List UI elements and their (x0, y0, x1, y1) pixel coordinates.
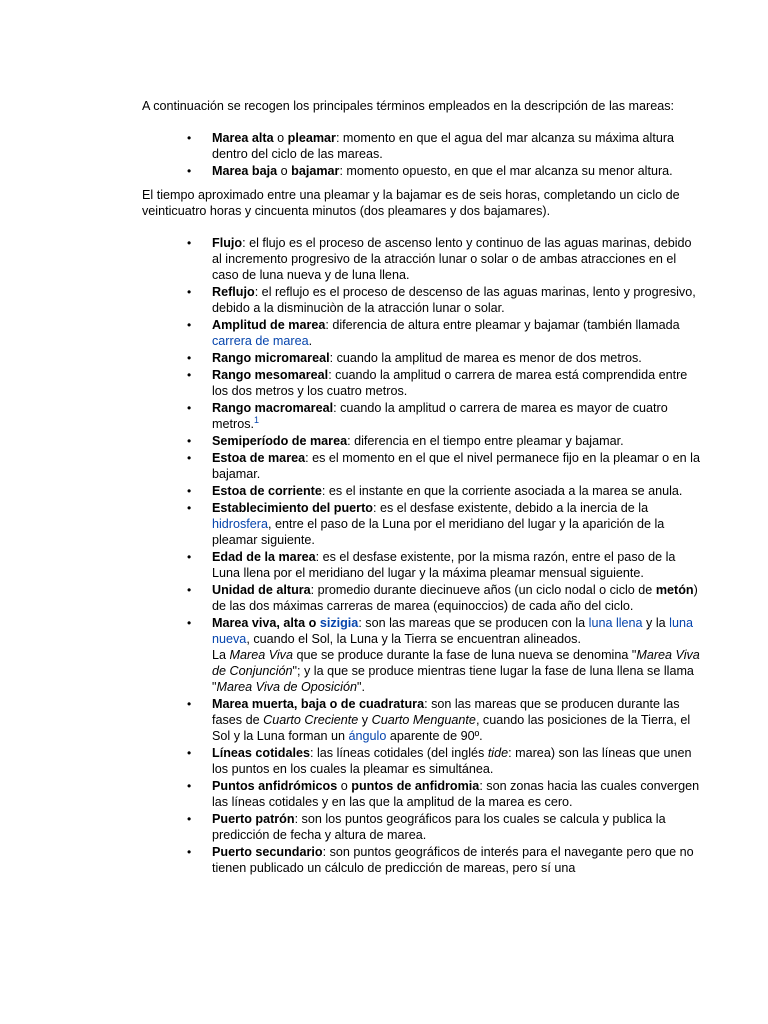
term-flujo: Flujo (212, 236, 243, 250)
term-pleamar: pleamar (287, 131, 336, 145)
term-edad-de-la-marea: Edad de la marea (212, 550, 316, 564)
definition-text: La (212, 648, 230, 662)
definition-text: : momento en que el agua del mar alcanza su máxima altura dentro del ciclo de las mareas. (212, 131, 675, 161)
connector-text: o (337, 779, 352, 793)
italic-term: Cuarto Menguante (371, 713, 476, 727)
term-puerto-patron: Puerto patrón (212, 812, 295, 826)
definition-text: , cuando el Sol, la Luna y la Tierra se encuentran alineados. (246, 632, 581, 646)
definition-text: : son puntos geográficos de interés para el navegante pero que no tienen publicado un cálculo de predicción de mareas, pero sí una (212, 845, 694, 875)
term-unidad-de-altura: Unidad de altura (212, 583, 311, 597)
list-item-lineas-cotidales (142, 745, 702, 777)
definition-text: : cuando la amplitud de marea es menor de dos metros. (329, 351, 642, 365)
definition-text: : son las mareas que se producen durante las fases de (212, 697, 680, 727)
list-item-marea-muerta (142, 696, 702, 744)
italic-term: Cuarto Creciente (263, 713, 359, 727)
term-reflujo: Reflujo (212, 285, 255, 299)
definition-text: : el flujo es el proceso de ascenso lento y continuo de las aguas marinas, debido al incremento progresivo de la atracción lunar o solar o de ambas atracciones en el caso de luna nueva y de luna llena. (212, 236, 692, 282)
list-item-mesomareal (142, 367, 702, 399)
term-puntos-de-anfidromia: puntos de anfidromia (351, 779, 480, 793)
bullet-icon: • (187, 401, 192, 415)
list-item-marea-alta (142, 130, 702, 162)
tide-basic-terms-list (142, 130, 702, 179)
bullet-icon: • (187, 845, 192, 859)
link-angulo[interactable]: ángulo (348, 729, 387, 743)
term-estoa-de-marea: Estoa de marea (212, 451, 306, 465)
bullet-icon: • (187, 812, 192, 826)
definition-text: : cuando la amplitud o carrera de marea está comprendida entre los dos metros y los cuatro metros. (212, 368, 688, 398)
definition-text: : son zonas hacia las cuales convergen las líneas cotidales y en las que la amplitud de la marea es cero. (212, 779, 700, 809)
bullet-icon: • (187, 318, 192, 332)
italic-term: tide (487, 746, 509, 760)
list-item-puerto-secundario (142, 844, 702, 876)
term-establecimiento-del-puerto: Establecimiento del puerto (212, 501, 373, 515)
list-item-micromareal (142, 350, 702, 366)
bullet-icon: • (187, 616, 192, 630)
link-luna-nueva[interactable]: luna nueva (212, 616, 693, 646)
bullet-icon: • (187, 484, 192, 498)
italic-term: Marea Viva de Conjunción (212, 648, 700, 678)
term-marea-baja: Marea baja (212, 164, 278, 178)
list-item-marea-baja (142, 163, 702, 179)
list-item-semiperiodo (142, 433, 702, 449)
definition-text: : promedio durante diecinueve años (un ciclo nodal o ciclo de (310, 583, 656, 597)
italic-term: Marea Viva de Oposición (216, 680, 357, 694)
definition-end: . (308, 334, 313, 348)
term-bajamar: bajamar (291, 164, 340, 178)
definition-text: : son los puntos geográficos para los cuales se calcula y publica la predicción de fecha y altura de marea. (212, 812, 666, 842)
document-page (142, 98, 702, 877)
list-item-amplitud (142, 317, 702, 349)
list-item-marea-viva (142, 615, 702, 695)
list-item-macromareal (142, 400, 702, 432)
term-puerto-secundario: Puerto secundario (212, 845, 323, 859)
term-marea-alta: Marea alta (212, 131, 274, 145)
bullet-icon: • (187, 285, 192, 299)
list-item-edad-de-la-marea (142, 549, 702, 581)
definition-text: "; y la que se produce mientras tiene lugar la fase de luna llena se llama " (212, 664, 694, 694)
term-lineas-cotidales: Líneas cotidales (212, 746, 310, 760)
summary-paragraph: El tiempo aproximado entre una pleamar y la bajamar es de seis horas, completando un ciclo de veinticuatro horas y cincuenta minutos (dos pleamares y dos bajamares). (142, 188, 680, 218)
list-item-puerto-patron (142, 811, 702, 843)
definition-text: : momento opuesto, en que el mar alcanza su menor altura. (339, 164, 673, 178)
definition-end: ". (356, 680, 365, 694)
term-rango-mesomareal: Rango mesomareal (212, 368, 329, 382)
connector-text: o (277, 164, 292, 178)
definition-text: : son las mareas que se producen con la (358, 616, 589, 630)
footnote-link[interactable]: 1 (254, 414, 260, 425)
definition-text: : el reflujo es el proceso de descenso de las aguas marinas, lento y progresivo, debido a la disminuciòn de la atracción lunar o solar. (212, 285, 696, 315)
term-rango-macromareal: Rango macromareal (212, 401, 334, 415)
term-puntos-anfidromicos: Puntos anfidrómicos (212, 779, 338, 793)
term-semiperiodo-de-marea: Semiperíodo de marea (212, 434, 348, 448)
definition-text: y la (642, 616, 670, 630)
definition-text: : diferencia en el tiempo entre pleamar y bajamar. (347, 434, 624, 448)
definition-text: : marea) son las líneas que unen los puntos en los cuales la pleamar es simultánea. (212, 746, 692, 776)
definition-text: : cuando la amplitud o carrera de marea es mayor de cuatro metros. (212, 401, 668, 431)
italic-term: Marea Viva (229, 648, 293, 662)
definition-text: : diferencia de altura entre pleamar y bajamar (también llamada (325, 318, 680, 332)
bullet-icon: • (187, 131, 192, 145)
bullet-icon: • (187, 451, 192, 465)
tide-glossary-list (142, 235, 702, 876)
bullet-icon: • (187, 550, 192, 564)
bullet-icon: • (187, 697, 192, 711)
bullet-icon: • (187, 351, 192, 365)
bullet-icon: • (187, 583, 192, 597)
bullet-icon: • (187, 368, 192, 382)
list-item-establecimiento (142, 500, 702, 548)
list-item-estoa-de-marea (142, 450, 702, 482)
definition-text: y (358, 713, 372, 727)
intro-paragraph: A continuación se recogen los principales términos empleados en la descripción de las mareas: (142, 99, 675, 113)
term-estoa-de-corriente: Estoa de corriente (212, 484, 322, 498)
connector-text: o (273, 131, 288, 145)
link-sizigia[interactable]: sizigia (319, 616, 359, 630)
bullet-icon: • (187, 779, 192, 793)
list-item-unidad-de-altura (142, 582, 702, 614)
bullet-icon: • (187, 164, 192, 178)
definition-text: : las líneas cotidales (del inglés (310, 746, 488, 760)
list-item-estoa-de-corriente (142, 483, 702, 499)
term-marea-viva: Marea viva, alta o (212, 616, 320, 630)
definition-end: ) de las dos máximas carreras de marea (equinoccios) de cada año del ciclo. (212, 583, 698, 613)
link-luna-llena[interactable]: luna llena (588, 616, 643, 630)
definition-end: , entre el paso de la Luna por el meridiano del lugar y la aparición de la pleamar siguiente. (212, 517, 665, 547)
definition-text: : es el desfase existente, debido a la inercia de la (372, 501, 649, 515)
definition-end: aparente de 90º. (386, 729, 483, 743)
list-item-flujo (142, 235, 702, 283)
list-item-puntos-anfidromicos (142, 778, 702, 810)
term-marea-muerta: Marea muerta, baja o de cuadratura (212, 697, 425, 711)
list-item-reflujo (142, 284, 702, 316)
bullet-icon: • (187, 501, 192, 515)
term-meton: metón (655, 583, 694, 597)
definition-text: : es el momento en el que el nivel permanece fijo en la pleamar o en la bajamar. (212, 451, 700, 481)
term-amplitud-de-marea: Amplitud de marea (212, 318, 326, 332)
term-rango-micromareal: Rango micromareal (212, 351, 330, 365)
bullet-icon: • (187, 434, 192, 448)
link-carrera-de-marea[interactable]: carrera de marea (212, 334, 309, 348)
bullet-icon: • (187, 746, 192, 760)
link-hidrosfera[interactable]: hidrosfera (212, 517, 269, 531)
definition-text: : es el desfase existente, por la misma razón, entre el paso de la Luna llena por el meridiano del lugar y la máxima pleamar mensual siguiente. (212, 550, 676, 580)
definition-text: que se produce durante la fase de luna nueva se denomina " (292, 648, 637, 662)
bullet-icon: • (187, 236, 192, 250)
definition-text: , cuando las posiciones de la Tierra, el Sol y la Luna forman un (212, 713, 691, 743)
definition-text: : es el instante en que la corriente asociada a la marea se anula. (321, 484, 683, 498)
